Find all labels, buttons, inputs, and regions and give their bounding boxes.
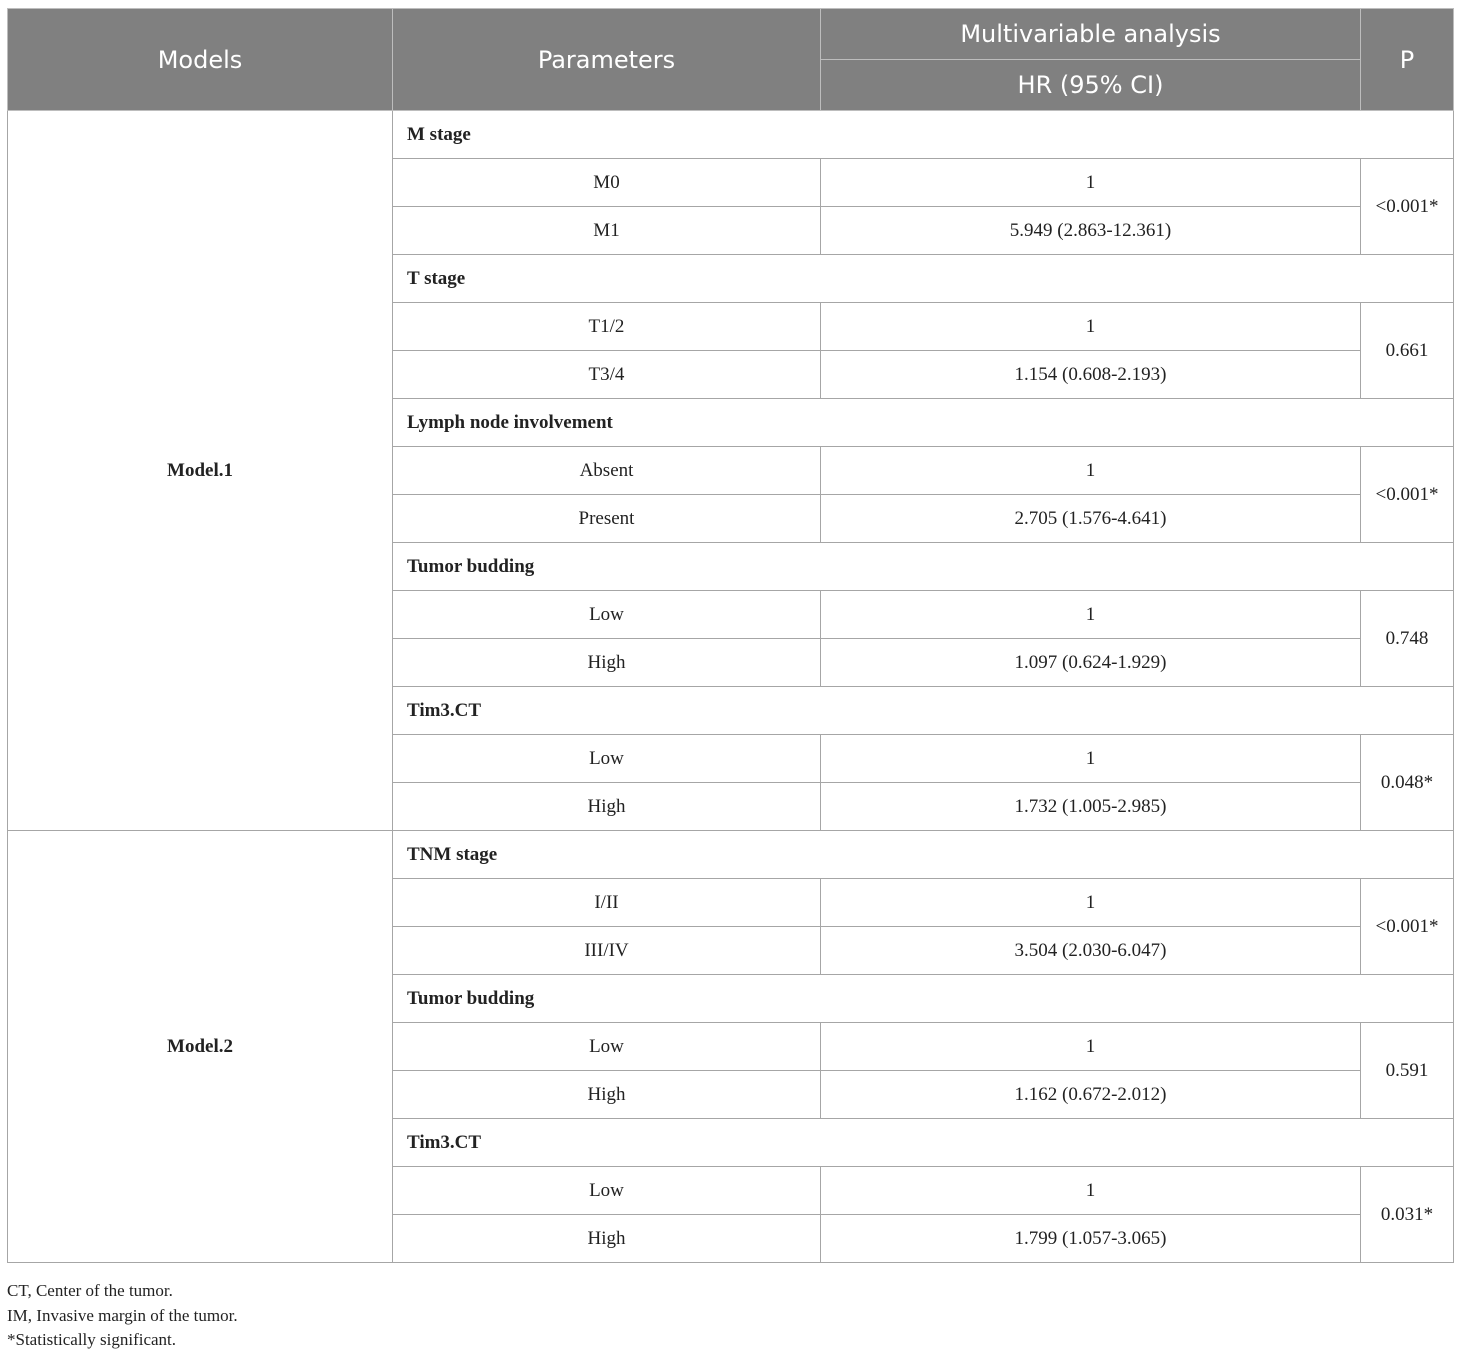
hazard-ratio: 1 bbox=[821, 159, 1361, 207]
parameter-group-label: Tumor budding bbox=[393, 975, 1454, 1023]
parameter-level: Present bbox=[393, 495, 821, 543]
model-name: Model.2 bbox=[8, 831, 393, 1263]
model-name: Model.1 bbox=[8, 111, 393, 831]
parameter-group-label: Tim3.CT bbox=[393, 1119, 1454, 1167]
multivariable-table bbox=[7, 8, 1454, 1263]
parameter-level: High bbox=[393, 1071, 821, 1119]
p-value: <0.001* bbox=[1361, 447, 1454, 543]
parameter-level: T3/4 bbox=[393, 351, 821, 399]
hazard-ratio: 5.949 (2.863-12.361) bbox=[821, 207, 1361, 255]
p-value: 0.031* bbox=[1361, 1167, 1454, 1263]
table-body bbox=[8, 111, 1454, 1263]
parameter-level: High bbox=[393, 1215, 821, 1263]
footnote: *Statistically significant. bbox=[7, 1330, 177, 1349]
parameter-level: M0 bbox=[393, 159, 821, 207]
hazard-ratio: 1.097 (0.624-1.929) bbox=[821, 639, 1361, 687]
parameter-group-label: Tumor budding bbox=[393, 543, 1454, 591]
p-value: <0.001* bbox=[1361, 159, 1454, 255]
results-table-container bbox=[7, 8, 1453, 1263]
hazard-ratio: 1 bbox=[821, 447, 1361, 495]
table-row bbox=[8, 831, 1454, 879]
parameter-group-label: T stage bbox=[393, 255, 1454, 303]
parameter-level: High bbox=[393, 639, 821, 687]
parameter-level: Low bbox=[393, 1167, 821, 1215]
hazard-ratio: 1 bbox=[821, 1023, 1361, 1071]
hazard-ratio: 3.504 (2.030-6.047) bbox=[821, 927, 1361, 975]
header-parameters: Parameters bbox=[393, 9, 821, 111]
hazard-ratio: 1 bbox=[821, 879, 1361, 927]
p-value: 0.591 bbox=[1361, 1023, 1454, 1119]
hazard-ratio: 2.705 (1.576-4.641) bbox=[821, 495, 1361, 543]
parameter-group-label: Lymph node involvement bbox=[393, 399, 1454, 447]
parameter-level: Low bbox=[393, 735, 821, 783]
p-value: 0.048* bbox=[1361, 735, 1454, 831]
footnote: CT, Center of the tumor. bbox=[7, 1281, 173, 1300]
parameter-level: I/II bbox=[393, 879, 821, 927]
header-multivariable-analysis: Multivariable analysis bbox=[821, 9, 1361, 60]
parameter-group-label: Tim3.CT bbox=[393, 687, 1454, 735]
parameter-level: Absent bbox=[393, 447, 821, 495]
p-value: 0.748 bbox=[1361, 591, 1454, 687]
p-value: <0.001* bbox=[1361, 879, 1454, 975]
parameter-level: III/IV bbox=[393, 927, 821, 975]
footnotes bbox=[7, 1279, 238, 1353]
p-value: 0.661 bbox=[1361, 303, 1454, 399]
hazard-ratio: 1.154 (0.608-2.193) bbox=[821, 351, 1361, 399]
parameter-level: M1 bbox=[393, 207, 821, 255]
hazard-ratio: 1 bbox=[821, 303, 1361, 351]
parameter-group-label: TNM stage bbox=[393, 831, 1454, 879]
footnote: IM, Invasive margin of the tumor. bbox=[7, 1305, 238, 1325]
hazard-ratio: 1.799 (1.057-3.065) bbox=[821, 1215, 1361, 1263]
parameter-level: T1/2 bbox=[393, 303, 821, 351]
header-hr: HR (95% CI) bbox=[821, 60, 1361, 111]
hazard-ratio: 1 bbox=[821, 1167, 1361, 1215]
hazard-ratio: 1 bbox=[821, 735, 1361, 783]
hazard-ratio: 1 bbox=[821, 591, 1361, 639]
hazard-ratio: 1.162 (0.672-2.012) bbox=[821, 1071, 1361, 1119]
parameter-level: High bbox=[393, 783, 821, 831]
parameter-level: Low bbox=[393, 591, 821, 639]
parameter-level: Low bbox=[393, 1023, 821, 1071]
parameter-group-label: M stage bbox=[393, 111, 1454, 159]
hazard-ratio: 1.732 (1.005-2.985) bbox=[821, 783, 1361, 831]
table-row bbox=[8, 111, 1454, 159]
header-p: P bbox=[1361, 9, 1454, 111]
header-models: Models bbox=[8, 9, 393, 111]
